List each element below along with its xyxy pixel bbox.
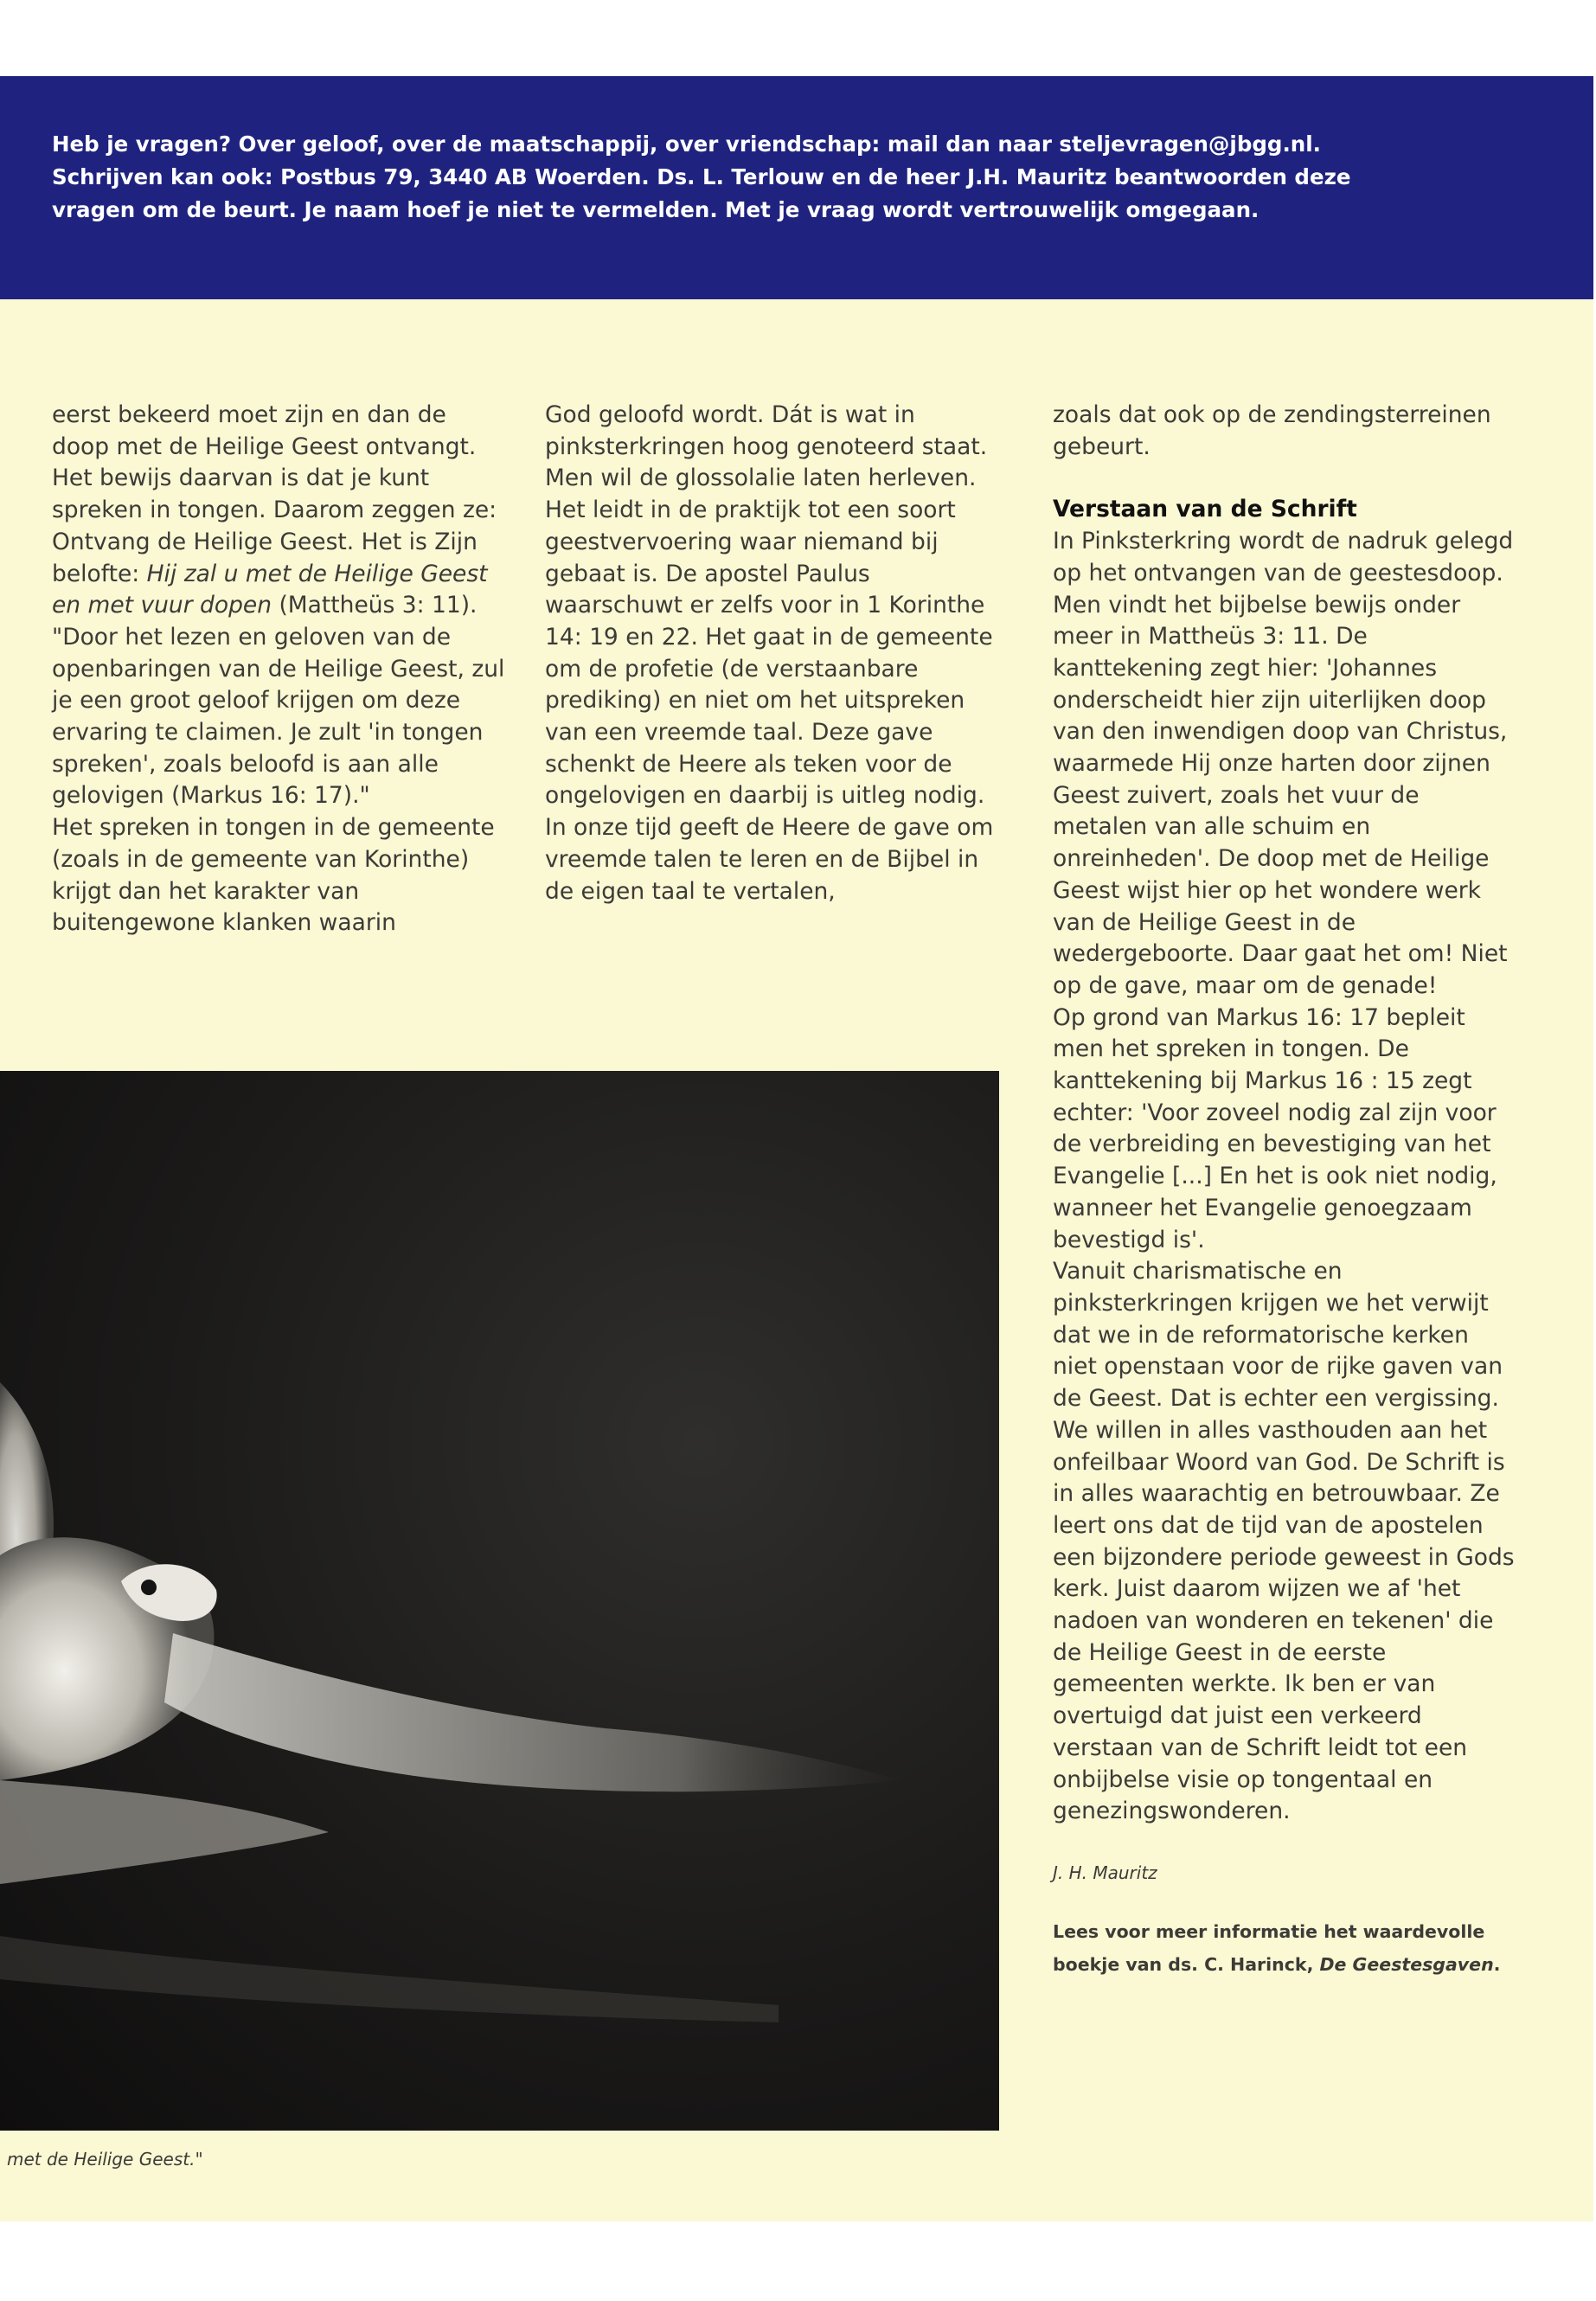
paragraph: In onze tijd geeft de Heere de gave om vreemde talen te leren en de Bijbel in de eigen taal te vertalen, xyxy=(545,814,994,905)
paragraph: Vanuit charismatische en pinksterkringen krijgen we het verwijt dat we in de reformatorische kerken niet openstaan voor de rijke gaven van de Geest. Dat is echter een vergissing. We willen in alles vasthouden aan het onfeilbaar Woord van God. De Schrift is in alles waarachtig en betrouwbaar. Ze leert ons dat de tijd van de apostelen een bijzondere periode geweest in Gods kerk. Juist daarom wijzen we af 'het nadoen van wonderen en tekenen' die de Heilige Geest in de eerste gemeenten werkte. Ik ben er van overtuigd dat juist een verkeerd verstaan van de Schrift leidt tot een onbijbelse visie op tongentaal en genezingswonderen. xyxy=(1053,1258,1515,1825)
dove-right-wing xyxy=(164,1633,900,1791)
bible-quote: Hij zal u met de Heilige Geest en met vuur dopen xyxy=(52,560,488,619)
article-column-1 xyxy=(52,400,510,939)
paragraph: Op grond van Markus 16: 17 bepleit men het spreken in tongen. De kanttekening bij Markus 16 : 15 zegt echter: 'Voor zoveel nodig zal zijn voor de verbreiding en bevestiging van het Evangelie [...] En het is ook niet nodig, wanneer het Evangelie genoegzaam bevestigd is'. xyxy=(1053,1003,1497,1253)
dove-illustration xyxy=(0,1071,999,2131)
paragraph: zoals dat ook op de zendingsterreinen gebeurt. xyxy=(1053,401,1491,460)
book-title: De Geestesgaven xyxy=(1319,1953,1494,1975)
article-column-3 xyxy=(1053,400,1520,1981)
reading-tip: Lees voor meer informatie het waardevolle boekje van ds. C. Harinck, De Geestesgaven. xyxy=(1053,1920,1501,1975)
water-reflection xyxy=(0,1936,779,2022)
section-heading: Verstaan van de Schrift xyxy=(1053,496,1357,523)
paragraph: In Pinksterkring wordt de nadruk gelegd op het ontvangen van de geestesdoop. Men vindt het bijbelse bewijs onder meer in Mattheüs 3: 11. De kanttekening zegt hier: 'Johannes onderscheidt hier zijn uiterlijken doop van den inwendigen doop van Christus, waarmede Hij onze harten door zijnen Geest zuivert, zoals het vuur de metalen van alle schuim en onreinheden'. De doop met de Heilige Geest wijst hier op het wondere werk van de Heilige Geest in de wedergeboorte. Daar gaat het om! Niet op de gave, maar om de genade! xyxy=(1053,528,1514,999)
paragraph: Het spreken in tongen in de gemeente (zoals in de gemeente van Korinthe) krijgt dan het karakter van buitengewone klanken waarin xyxy=(52,814,495,937)
header-banner xyxy=(0,76,1593,299)
paragraph: eerst bekeerd moet zijn en dan de doop met de Heilige Geest ontvangt. Het bewijs daarvan is dat je kunt spreken in tongen. Daarom zeggen ze: Ontvang de Heilige Geest. Het is Zijn belofte: Hij zal u met de Heilige Geest en met vuur dopen (Mattheüs 3: 11). "Door het lezen en geloven van de openbaringen van de Heilige Geest, zul je een groot geloof krijgen om deze ervaring te claimen. Je zult 'in tongen spreken', zoals beloofd is aan alle gelovigen (Markus 16: 17)." xyxy=(52,401,505,810)
article-column-2 xyxy=(545,400,1003,907)
paragraph: God geloofd wordt. Dát is wat in pinksterkringen hoog genoteerd staat. Men wil de glossolalie laten herleven. Het leidt in de praktijk tot een soort geestvervoering waar niemand bij gebaat is. De apostel Paulus waarschuwt er zelfs voor in 1 Korinthe 14: 19 en 22. Het gaat in de gemeente om de profetie (de verstaanbare prediking) en niet om het uitspreken van een vreemde taal. Deze gave schenkt de Heere als teken voor de ongelovigen en daarbij is uitleg nodig. xyxy=(545,401,993,810)
author-signature: J. H. Mauritz xyxy=(1053,1862,1157,1883)
dove-lower-wing xyxy=(0,1780,329,1884)
dove-photo xyxy=(0,1071,999,2131)
dove-eye xyxy=(141,1580,157,1595)
banner-text: Heb je vragen? Over geloof, over de maatschappij, over vriendschap: mail dan naar steljevragen@jbgg.nl. Schrijven kan ook: Postbus 79, 3440 AB Woerden. Ds. L. Terlouw en de heer J.H. Mauritz beantwoorden deze vragen om de beurt. Je naam hoef je niet te vermelden. Met je vraag wordt vertrouwelijk omgegaan. xyxy=(52,131,1351,222)
photo-caption: met de Heilige Geest." xyxy=(7,2149,203,2170)
